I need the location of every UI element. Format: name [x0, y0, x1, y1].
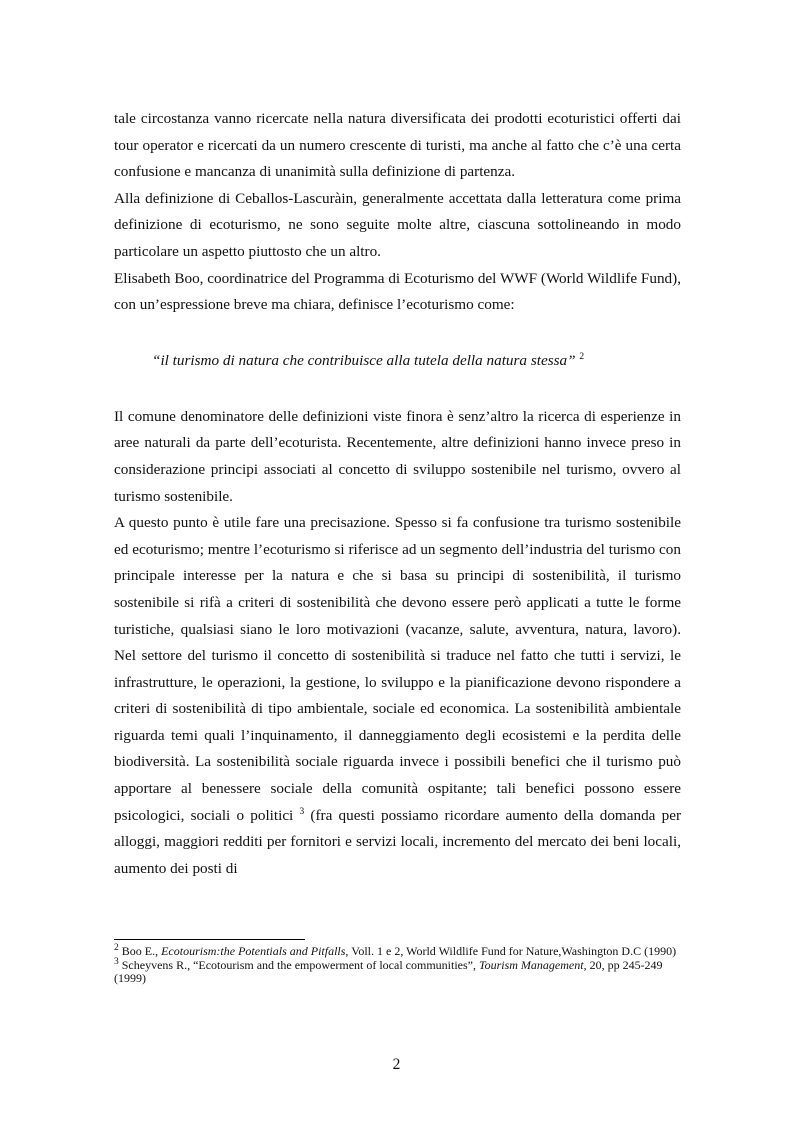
page-number: 2 [392, 1056, 401, 1073]
paragraph-5-text-b: (fra questi possiamo ricordare aumento della domanda per alloggi, maggiori redditi per fornitori e servizi locali, incremento del mercato dei beni locali, aumento dei posti di [114, 806, 681, 877]
quote-text: “il turismo di natura che contribuisce alla tutela della natura stessa” [152, 351, 576, 369]
paragraph-1: tale circostanza vanno ricercate nella natura diversificata dei prodotti ecoturistici offerti dai tour operator e ricercati da un numero crescente di turisti, ma anche al fatto che c’è una certa confusione e mancanza di unanimità sulla definizione di partenza. [114, 110, 681, 181]
footnote-ref-3[interactable]: 3 [299, 806, 305, 817]
footnote-3 [114, 956, 681, 986]
footnote-3-rest: , 20, pp 245-249 (1999) [114, 957, 663, 985]
footnote-3-mark: 3 [114, 956, 119, 967]
paragraph-2: Alla definizione di Ceballos-Lascuràin, generalmente accettata dalla letteratura come prima definizione di ecoturismo, ne sono seguite molte altre, ciascuna sottolineando in modo particolare un aspetto piuttosto che un altro. [114, 189, 681, 260]
footnote-2-author: Boo E., [118, 944, 162, 958]
footnote-divider [114, 939, 305, 940]
footnote-2-rest: , Voll. 1 e 2, World Wildlife Fund for Nature,Washington D.C (1990) [345, 944, 677, 958]
footnote-2 [114, 945, 681, 959]
page-body [114, 106, 681, 882]
footnote-3-author: Scheyvens R., “Ecotourism and the empowerment of local communities”, [118, 957, 479, 972]
footnote-2-title: Ecotourism:the Potentials and Pitfalls [161, 944, 346, 958]
paragraph-5 [114, 510, 681, 882]
paragraph-4: Il comune denominatore delle definizioni viste finora è senz’altro la ricerca di esperienze in aree naturali da parte dell’ecoturista. Recentemente, altre definizioni hanno invece preso in considerazione principi associati al concetto di sviluppo sostenibile nel turismo, ovvero al turismo sostenibile. [114, 407, 681, 505]
paragraph-3: Elisabeth Boo, coordinatrice del Programma di Ecoturismo del WWF (World Wildlife Fund), con un’espressione breve ma chiara, definisce l’ecoturismo come: [114, 269, 681, 314]
paragraph-5-text-a: A questo punto è utile fare una precisazione. Spesso si fa confusione tra turismo sostenibile ed ecoturismo; mentre l’ecoturismo si riferisce ad un segmento dell’industria del turismo con principale interesse per la natura e che si basa su principi di sostenibilità, il turismo sostenibile si rifà a criteri di sostenibilità che devono essere però applicati a tutte le forme turistiche, qualsiasi siano le loro motivazioni (vacanze, salute, avventura, natura, lavoro). Nel settore del turismo il concetto di sostenibilità si traduce nel fatto che tutti i servizi, le infrastrutture, le operazioni, la gestione, lo sviluppo e la pianificazione devono rispondere a criteri di sostenibilità di tipo ambientale, sociale ed economica. La sostenibilità ambientale riguarda temi quali l’inquinamento, il danneggiamento degli ecosistemi e la perdita delle biodiversità. La sostenibilità sociale riguarda invece i possibili benefici che il turismo può apportare al benessere sociale della comunità ospitante; tali benefici possono essere psicologici, sociali o politici [114, 514, 681, 824]
footnote-3-journal: Tourism Management [479, 957, 584, 972]
footnote-ref-2[interactable]: 2 [579, 351, 585, 362]
definition-quote [152, 348, 681, 374]
footnotes [114, 939, 681, 986]
footnote-2-mark: 2 [114, 943, 119, 953]
